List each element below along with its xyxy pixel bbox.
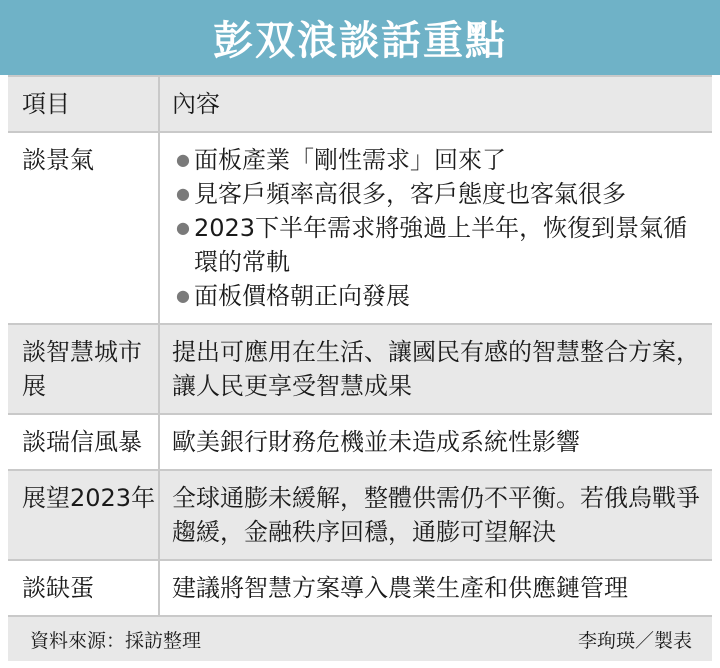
row-content: 全球通膨未緩解，整體供需仍不平衡。若俄烏戰爭趨緩，金融秩序回穩，通膨可望解決 — [172, 484, 700, 546]
row-content: 歐美銀行財務危機並未造成系統性影響 — [172, 428, 580, 456]
table-row — [8, 325, 712, 415]
list-item — [172, 279, 702, 313]
table-header-row — [8, 77, 712, 133]
row-label: 談景氣 — [8, 133, 160, 323]
source-note: 資料來源：採訪整理 — [30, 629, 202, 652]
title-bar — [0, 0, 720, 75]
bullet-list — [172, 143, 702, 313]
summary-table — [8, 75, 712, 617]
list-item — [172, 143, 702, 177]
list-item — [172, 211, 702, 279]
bullet-text: 面板產業「剛性需求」回來了 — [194, 146, 506, 174]
table-row — [8, 133, 712, 325]
row-content — [160, 133, 712, 323]
row-label: 談瑞信風暴 — [8, 415, 160, 469]
credit-note: 李珣瑛／製表 — [577, 629, 692, 652]
header-item: 項目 — [8, 77, 160, 131]
table-row — [8, 471, 712, 561]
page-title: 彭双浪談話重點 — [213, 18, 507, 64]
row-content: 提出可應用在生活、讓國民有感的智慧整合方案，讓人民更享受智慧成果 — [172, 338, 700, 400]
list-item — [172, 177, 702, 211]
bullet-icon: ● — [176, 184, 190, 203]
row-label: 展望2023年 — [8, 471, 160, 559]
bullet-icon: ● — [176, 150, 190, 169]
header-content: 內容 — [172, 90, 220, 118]
bullet-text: 面板價格朝正向發展 — [194, 282, 410, 310]
bullet-text: 2023下半年需求將強過上半年，恢復到景氣循環的常軌 — [194, 214, 688, 276]
row-content: 建議將智慧方案導入農業生產和供應鏈管理 — [172, 574, 628, 602]
table-row — [8, 561, 712, 617]
row-label: 談智慧城市展 — [8, 325, 160, 413]
bullet-icon: ● — [176, 286, 190, 305]
bullet-icon: ● — [176, 218, 190, 237]
footer — [8, 617, 712, 661]
table-row — [8, 415, 712, 471]
row-label: 談缺蛋 — [8, 561, 160, 615]
bullet-text: 見客戶頻率高很多，客戶態度也客氣很多 — [194, 180, 626, 208]
